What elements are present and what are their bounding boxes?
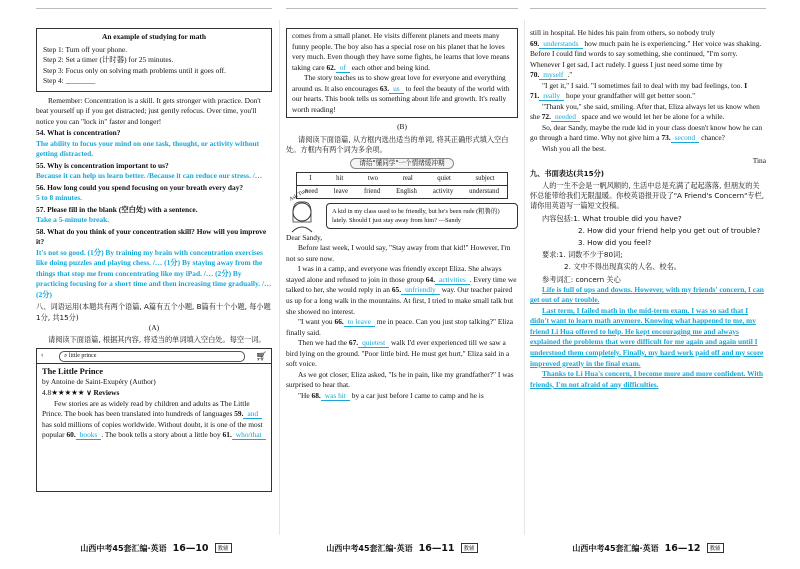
essay-p3: Thanks to Li Hua's concern, I become more and more confident. With friends, I'm not afraid of any difficulties. <box>530 369 763 389</box>
column-right <box>530 28 766 390</box>
letter-p4: Then we had the 67. quietest walk I'd ever experienced till we saw a bird lying on the ground. "Poor little bird. He must get hurt," Eliza said in a soft voice. <box>286 338 510 369</box>
hint-1: 内容包括:1. What trouble did you have? <box>542 213 682 223</box>
question-54: 54. What is concentration? <box>36 128 121 138</box>
book-continued-box <box>286 28 518 118</box>
requirement-1: 要求:1. 词数不少于80词; <box>542 250 623 260</box>
letter-signature: Tina <box>752 156 766 166</box>
math-study-box <box>36 28 272 92</box>
part-a-instructions: 请阅读下面语篇, 根据其内容, 将适当的单词填入空白处。每空一词。 <box>48 335 266 345</box>
part-a-label: (A) <box>148 322 160 332</box>
answer-54: The ability to focus your mind on one task, thought, or activity without getting distracted. <box>36 138 260 159</box>
book-title: The Little Prince <box>42 366 103 376</box>
letter-p8: "Thank you," she said, smiling. After that, Eliza always let us know when she 72. needed space and we would let her be alone for a while. <box>530 101 760 122</box>
search-input: ⌕ little prince <box>59 351 245 362</box>
section-9-title: 九、书面表达(共15分) <box>530 168 605 178</box>
essay-p1: Life is full of ups and downs. However, with my friends' concern, I can get out of any trouble. <box>530 284 764 305</box>
header-rule <box>530 8 766 9</box>
letter-p5: As we got closer, Eliza asked, "Is he in pain, like my grandfather?" I was surprised to hear that. <box>286 369 514 390</box>
sandy-quote: A kid in my class used to be friendly, but he's been rude (粗鲁的) lately. Should I just stay away from him? —Sandy <box>332 207 500 224</box>
page-number: 16—10 <box>172 542 209 554</box>
page-number: 16—12 <box>664 542 701 554</box>
footer-title: 山西中考45套汇编·英语 <box>326 543 413 553</box>
publisher-logo-icon: 教辅 <box>707 543 724 553</box>
answer-57: Take a 5-minute break. <box>36 215 110 225</box>
step-1: Step 1: Turn off your phone. <box>43 44 128 54</box>
article-banner: 请给"懂同学"一个情绪缓冲期 <box>286 158 518 169</box>
box-title: An example of studying for math <box>102 32 206 41</box>
section-8-title: 八、词语运用(本题共有两个语篇, A篇有五个小题, B篇有十个小题, 每小题1分, 共15分) <box>36 302 271 322</box>
word-row-2: need leave friend English activity understand <box>297 185 507 198</box>
letter-p6-cont: still in hospital. He hides his pain from others, so nobody truly 69. understands how much pain he is experiencing." Her voice was shaking. Before I could find words to say something, she continued, "I'm sorry. Whenever I get sad, I act rudely. I guess I just need some time by 70. myself ." <box>530 28 762 80</box>
book-listing <box>36 348 272 492</box>
header-rule <box>286 8 518 9</box>
page-number: 16—11 <box>418 542 455 554</box>
letter-p9: So, dear Sandy, maybe the rude kid in your class doesn't know how he can go through a hard time. Why not give him a 73. second chance? <box>530 122 763 143</box>
step-4: Step 4: ________ <box>43 76 96 86</box>
page-footer <box>282 540 522 556</box>
hint-2: 2. How did your friend help you get out of trouble? <box>578 225 761 235</box>
column-divider <box>524 20 525 535</box>
word-row-1: I hit two real quiet subject <box>309 175 495 183</box>
requirement-2: 2. 文中不得出现真实的人名、校名。 <box>564 262 681 272</box>
publisher-logo-icon: 教辅 <box>461 543 478 553</box>
letter-p2: I was in a camp, and everyone was friendly except Eliza. She always stayed alone and refused to join in those group 64. activities . Every time we talked to her, she would reply in an 65. unfriendly way. Our teacher paired us up for a long walk in the mountains. At first, I tried to make small talk but she showed no interest. <box>286 264 517 316</box>
step-2: Step 2: Set a timer (计时器) for 25 minutes. <box>43 55 174 65</box>
letter-p6: "He 68. was hit by a car just before I came to camp and he is <box>298 390 484 400</box>
column-middle <box>286 28 518 401</box>
question-55: 55. Why is concentration important to us? <box>36 160 169 170</box>
question-57: 57. Please fill in the blank (空白处) with a sentence. <box>36 204 198 214</box>
answer-55: Because it can help us learn better. /Because it can reduce our stress. /… <box>36 171 263 181</box>
word-box <box>296 172 508 198</box>
passage-a-cont: comes from a small planet. He visits different planets and meets many funny people. The boy also has a special rose on his planet that he loves very much. Even though they have some fights, he learns that love means taking care 62. of each other and being kind. <box>292 31 510 72</box>
essay-p2: Last term, I failed math in the mid-term exam. I was so sad that I didn't want to learn math anymore. Knowing what happened to me, my friend Li Hua offered to help. He kept encouraging me and always explained the problems that were difficult for me again and again until I understood them completely. Finally, my hard work paid off and my score improved greatly in the final exam. <box>530 305 764 368</box>
book-author: by Antoine de Saint-Exupéry (Author) <box>42 377 156 387</box>
publisher-logo-icon: 教辅 <box>215 543 232 553</box>
question-56: 56. How long could you spend focusing on your breath every day? <box>36 182 244 192</box>
question-58: 58. What do you think of your concentration skill? How will you improve it? <box>36 226 267 247</box>
header-rule <box>36 8 272 9</box>
cart-icon: 🛒︎ <box>255 350 267 361</box>
reference-vocab: 参考词汇: concern 关心 <box>542 274 621 284</box>
search-bar <box>37 349 271 364</box>
answer-58: It's not so good. (1分) By training my brain with concentration exercises like doing puzzles and playing chess. /… (1分) By staying away from the things that stop me from concentrating like my iPad. /… (2分) By practicing focusing for a short time and then increasing time gradually. /… (2分) <box>36 247 272 299</box>
letter-closing: Wish you all the best. <box>542 143 606 153</box>
book-rating: 4.8★★★★★ ∨ Reviews <box>42 387 120 397</box>
page-footer <box>36 540 276 556</box>
column-left <box>36 28 272 492</box>
writing-prompt: 人的一生不会是一帆风顺的, 生活中总是充满了起起落落, 但朋友的关怀总能带给我们无限温暖。你校英语报开设了"A Friend's Concern"专栏, 请你用英语写一篇短文投稿。 <box>530 180 765 211</box>
answer-56: 5 to 8 minutes. <box>36 193 82 203</box>
column-divider <box>279 20 280 535</box>
letter-greeting: Dear Sandy, <box>286 232 323 242</box>
footer-title: 山西中考45套汇编·英语 <box>80 543 167 553</box>
part-b-instructions: 请阅读下面语篇, 从方框内选出适当的单词, 将其正确形式填入空白处。方框内有两个词为多余项。 <box>286 134 509 154</box>
passage-a-end: The story teaches us to show great love for everyone and everything around us. It also encourages 63. us to feel the beauty of the world with our hearts. This book tells us something about life and growth. It's really worth reading! <box>292 73 510 114</box>
remember-paragraph: Remember: Concentration is a skill. It gets stronger with practice. Don't beat yourself up if you get distracted; just gently refocus. Over time, you'll notice you can "lock in" faster and longer! <box>36 95 261 126</box>
letter-p7: "I get it," I said. "I sometimes fail to deal with my bad feelings, too. I 71. really hope your grandfather will get better soon." <box>530 80 748 101</box>
hint-3: 3. How did you feel? <box>578 238 652 248</box>
footer-title: 山西中考45套汇编·英语 <box>572 543 659 553</box>
page-footer <box>528 540 768 556</box>
part-b-label: (B) <box>397 122 407 132</box>
letter-p3: "I want you 66. to leave me in peace. Can you just stop talking?" Eliza finally said. <box>286 317 514 337</box>
book-description: Few stories are as widely read by children and adults as The Little Prince. The book has been translated into hundreds of languages 59. and has sold millions of copies worldwide. Without doubt, it is one of the most popular 60. books . The book tells a story about a little boy 61. who/that <box>42 399 266 441</box>
ask-tina-tag: Ask Tina <box>288 187 309 203</box>
letter-p1: Before last week, I would say, "Stay away from that kid!" However, I'm not so sure now. <box>286 243 511 263</box>
step-3: Step 3: Focus only on solving math problems until it goes off. <box>43 65 226 75</box>
back-arrow-icon: ‹ <box>41 350 44 359</box>
